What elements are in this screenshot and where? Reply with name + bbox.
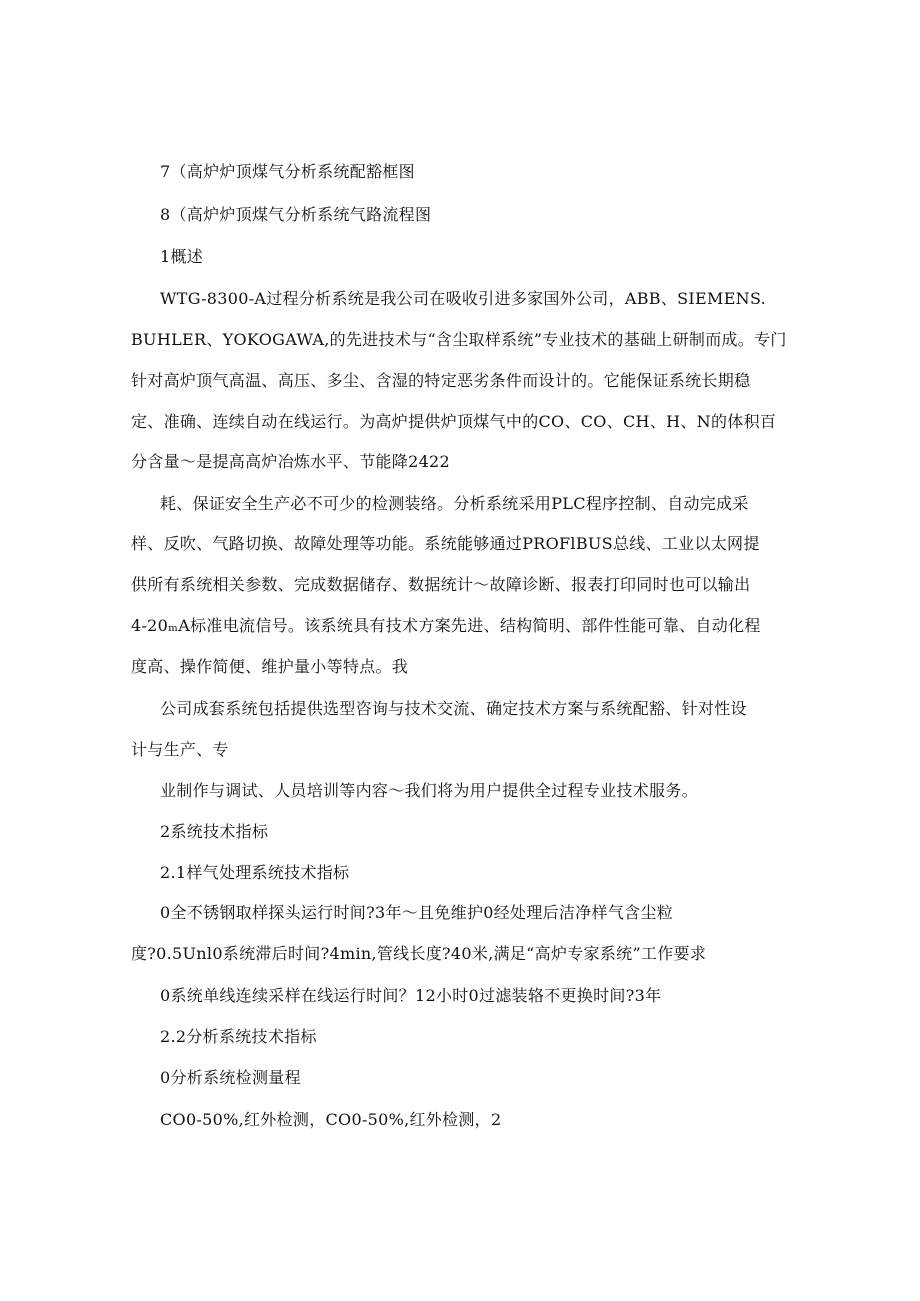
paragraph-line: 0系统单线连续采样在线运行时间？12小时0过滤装辂不更换时间?3年 [160, 986, 662, 1005]
paragraph-line: 样、反吹、气路切换、故障处理等功能。系统能够通过PROFlBUS总线、工业以太网提 [131, 534, 760, 553]
paragraph-line: 度?0.5Unl0系统滞后时间?4min,管线长度?40米,满足“高炉专家系统”工作要求 [131, 944, 707, 963]
paragraph-line: 定、准确、连续自动在线运行。为高炉提供炉顶煤气中的CO、CO、CH、H、N的体积百 [131, 412, 777, 431]
subsection-heading-analysis-system: 2.2分析系统技术指标 [160, 1027, 317, 1046]
paragraph-line: 耗、保证安全生产必不可少的检测装络。分析系统采用PLC程序控制、自动完成采 [160, 494, 749, 513]
paragraph-line: 公司成套系统包括提供选型咨询与技术交流、确定技术方案与系统配豁、针对性设 [160, 699, 747, 718]
paragraph-line: 度高、操作简便、维护量小等特点。我 [131, 657, 409, 676]
paragraph-line: 分含量～是提高高炉冶炼水平、节能降2422 [131, 452, 451, 471]
paragraph-line: 业制作与调试、人员培训等内容～我们将为用户提供全过程专业技术服务。 [160, 781, 698, 800]
paragraph-line: CO0-50%,红外检测，CO0-50%,红外检测，2 [160, 1110, 502, 1129]
paragraph-line: 4-20ₘA标准电流信号。该系统具有技术方案先进、结构简明、部件性能可靠、自动化程 [131, 616, 761, 635]
paragraph-line: 针对高炉顶气高温、高压、多尘、含湿的特定恶劣条件而设计的。它能保证系统长期稳 [131, 371, 751, 390]
paragraph-line: WTG-8300-A过程分析系统是我公司在吸收引进多家国外公司，ABB、SIEMENS. [160, 289, 767, 308]
paragraph-line: 计与生产、专 [131, 740, 229, 759]
paragraph-line: 0分析系统检测量程 [160, 1068, 301, 1087]
paragraph-line: BUHLER、YOKOGAWA,的先进技术与“含尘取样系统”专业技术的基础上研制而成。专门 [131, 330, 787, 349]
paragraph-line: 0全不锈钢取样探头运行时间?3年～且免维护0经处理后洁净样气含尘粒 [160, 903, 674, 922]
subsection-heading-sample-gas: 2.1样气处理系统技术指标 [160, 863, 350, 882]
section-heading-overview: 1概述 [160, 247, 204, 266]
section-heading-tech-specs: 2系统技术指标 [160, 822, 269, 841]
list-item-figure-7: 7（高炉炉顶煤气分析系统配豁框图 [160, 162, 415, 181]
list-item-figure-8: 8（高炉炉顶煤气分析系统气路流程图 [160, 205, 432, 224]
paragraph-line: 供所有系统相关参数、完成数据储存、数据统计～故障诊断、报表打印同时也可以输出 [131, 575, 751, 594]
